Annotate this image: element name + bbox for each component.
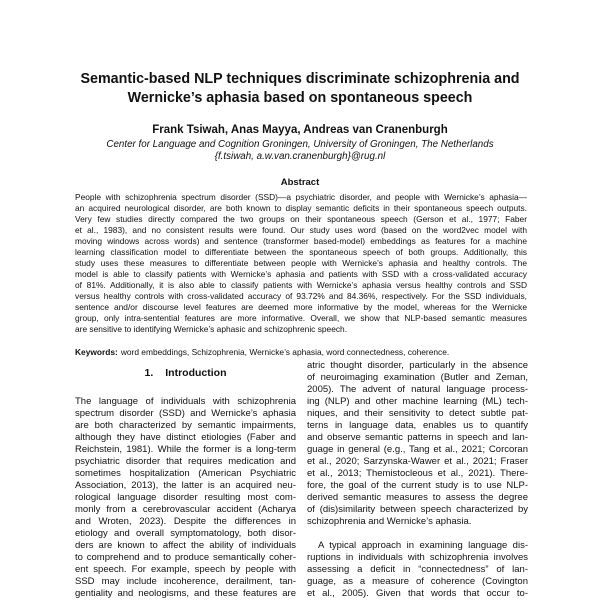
body-line: A typical approach in examining language dis- [318, 540, 528, 551]
body-line: terns in language data, enables us to quantify [307, 420, 528, 431]
abstract-line: moving windows across words) and sentence (transformer based-model) embeddings as features for a machine [75, 235, 527, 246]
abstract-line: model is able to classify patients with Wernicke’s aphasia and patients with SSD with a cross-validated accuracy [75, 268, 527, 279]
body-line: 2005). The advent of natural language process- [307, 384, 528, 395]
section-number: 1. [144, 367, 154, 379]
paper-title [60, 70, 540, 108]
body-line: niques, and their sensitivity to detect subtle pat- [307, 408, 528, 419]
abstract-line: et al., 1983), and no consistent results were found. Our study uses word (based on the word2vec model with [75, 224, 527, 235]
abstract-line: of 81%. Additionally, it is also able to classify patients with Wernicke’s aphasia versus healthy controls and SSD [75, 279, 527, 290]
body-line: and observe semantic patterns in speech and lan- [307, 432, 528, 443]
body-line: ders are known to affect the ability of individuals [75, 540, 296, 551]
body-line: et al., 2005). Given that words that occur to- [307, 588, 528, 599]
body-line: ing (NLP) and other machine learning (ML) tech- [307, 396, 528, 407]
section-title: Introduction [165, 367, 227, 379]
title-line: Wernicke’s aphasia based on spontaneous speech [127, 90, 473, 106]
body-line: et al., 2020; Sarzynska-Wawer et al., 2021; Fraser [307, 456, 528, 467]
affiliation: Center for Language and Cognition Groningen, University of Groningen, The Netherlands [106, 139, 494, 150]
author-email: {f.tsiwah, a.w.van.cranenburgh}@rug.nl [214, 151, 386, 162]
abstract-body [75, 192, 527, 335]
body-line: are both characterized by semantic impairments, [75, 420, 296, 431]
abstract-line: People with schizophrenia spectrum disorder (SSD)—a psychiatric disorder, and people with Wernicke’s aphasia— [75, 191, 527, 202]
body-line: fore, the goal of the current study is to use NLP- [307, 480, 528, 491]
body-line: Association, 2013), the latter is an acquired neu- [75, 480, 296, 491]
abstract-line: are sensitive to identifying Wernicke’s aphasic and schizophrenic speech. [75, 323, 348, 334]
body-line: spectrum disorder (SSD) and Wernicke’s aphasia [75, 408, 296, 419]
body-line: guage in general (e.g., Tang et al., 2021; Corcoran [307, 444, 528, 455]
body-line: ent speech. For example, speech by people with [75, 564, 296, 575]
left-column [75, 396, 296, 600]
body-line: rological language disorder resulting most com- [75, 492, 296, 503]
body-line: guage, as a measure of coherence (Covington [307, 576, 528, 587]
abstract-heading: Abstract [280, 177, 320, 188]
body-line: assessing a deficit in “connectedness” of lan- [307, 564, 528, 575]
abstract-line: sentence and/or discourse level features are deemed more informative by the model, whereas for the Wernicke [75, 301, 527, 312]
abstract-line: learning classification model to differentiate between the spontaneous speech of both groups. Additionally, this [75, 246, 527, 257]
body-line: atric thought disorder, particularly in the absence [307, 360, 528, 371]
body-line: derived semantic measures to assess the degree [307, 492, 528, 503]
body-line: ruptions in individuals with schizophrenia involves [307, 552, 528, 563]
body-line: schizophrenia and Wernicke’s aphasia. [307, 516, 472, 527]
body-line: Reichstein, 1981). While the former is a long-term [75, 444, 296, 455]
body-line: of neuroimaging examination (Butler and Zeman, [307, 372, 528, 383]
keywords [75, 347, 527, 358]
abstract-line: group, only intra-sentential features are more informative. Overall, we show that NLP-based semantic measures [75, 312, 527, 323]
abstract-line: an acquired neurological disorder, are both known to display semantic deficits in their spontaneous speech outputs. [75, 202, 527, 213]
right-column [307, 360, 528, 600]
author-list: Frank Tsiwah, Anas Mayya, Andreas van Cranenburgh [152, 124, 448, 136]
body-line: monly from a cerebrovascular accident (Acharya [75, 504, 296, 515]
paragraph-gap [307, 528, 528, 540]
body-line: gentiality and neologisms, and these features are [75, 588, 296, 599]
abstract-line: versus healthy controls with cross-validated accuracy of 93.72% and 84.36%, respectively. For the SSD individuals, [75, 290, 527, 301]
body-line: although they have distinct etiologies (Faber and [75, 432, 296, 443]
abstract-line: Very few studies directly compared the two groups on their spontaneous speech (Gerson et al., 1977; Faber [75, 213, 527, 224]
body-line: sometimes hospitalization (American Psychiatric [75, 468, 296, 479]
abstract-line: study uses these measures to differentiate between people with Wernicke’s aphasia and healthy controls. The [75, 257, 527, 268]
body-line: and Wroten, 2023). Despite the differences in [75, 516, 296, 527]
body-line: psychiatric disorder that requires medication and [75, 456, 296, 467]
keywords-text: word embeddings, Schizophrenia, Wernicke’s aphasia, word connectedness, coherence. [120, 346, 450, 357]
body-line: The language of individuals with schizophrenia [75, 396, 296, 407]
keywords-label: Keywords: [75, 346, 118, 357]
body-line: et al., 2013; Themistocleous et al., 2021). There- [307, 468, 528, 479]
body-line: of (dis)similarity between speech characterized by [307, 504, 528, 515]
body-line: to comprehend and to produce semantically coher- [75, 552, 296, 563]
body-line: etiology and overall symptomatology, both disor- [75, 528, 296, 539]
body-line: SSD may include incoherence, derailment, tan- [75, 576, 296, 587]
title-line: Semantic-based NLP techniques discriminate schizophrenia and [80, 71, 520, 87]
section-heading [75, 366, 296, 380]
